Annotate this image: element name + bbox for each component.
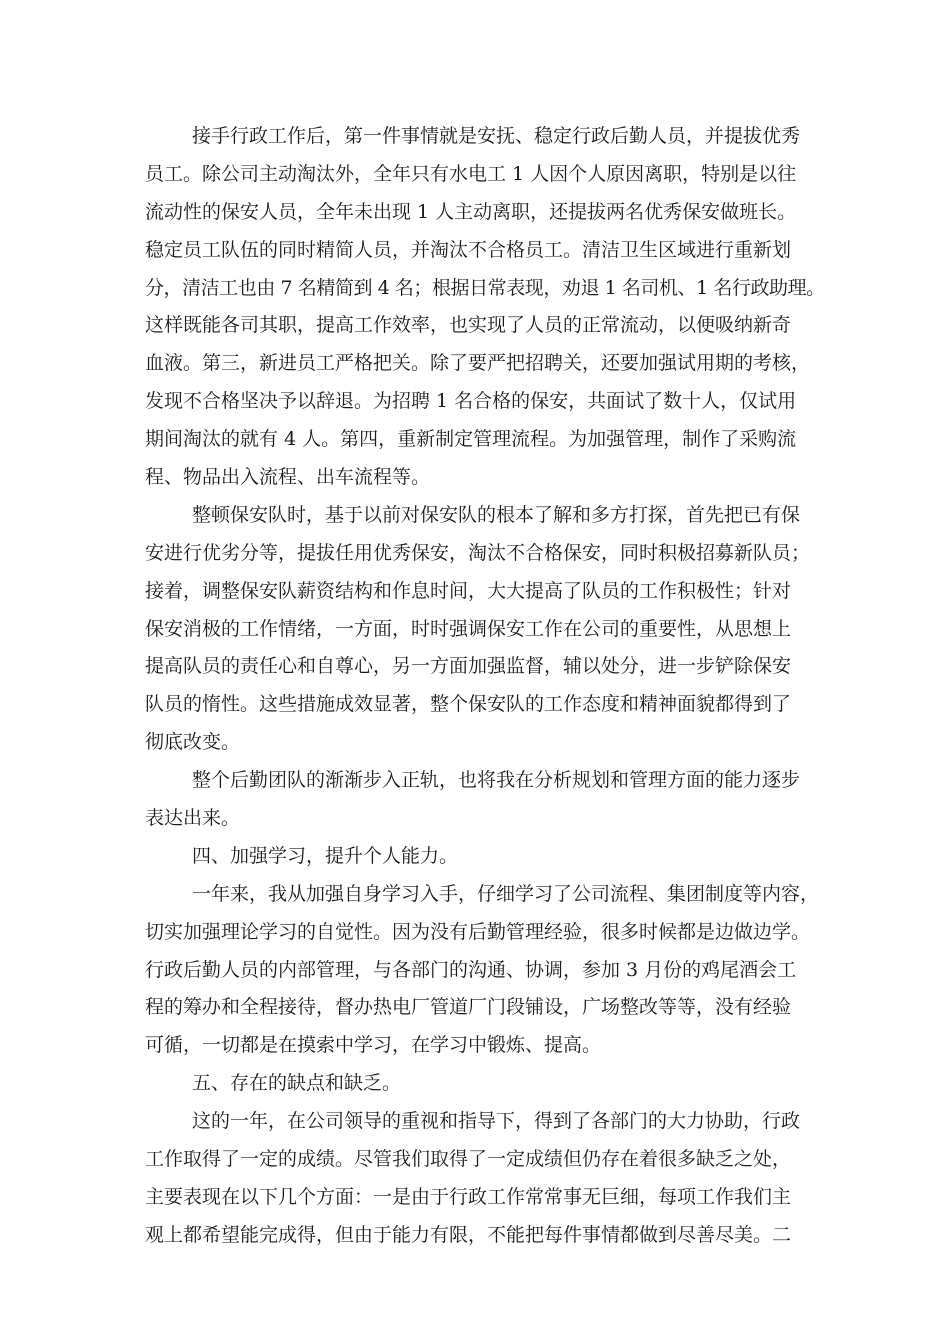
text-line: 接手行政工作后，第一件事情就是安抚、稳定行政后勤人员，并提拔优秀	[192, 125, 801, 147]
text-line: 切实加强理论学习的自觉性。因为没有后勤管理经验，很多时候都是边做边学。	[145, 920, 811, 943]
text-line: 期间淘汰的就有 4 人。第四，重新制定管理流程。为加强管理，制作了采购流	[145, 428, 797, 451]
text-line: 保安消极的工作情绪，一方面，时时强调保安工作在公司的重要性，从思想上	[145, 617, 792, 640]
text-line: 程的筹办和全程接待，督办热电厂管道厂门段铺设，广场整改等等，没有经验	[145, 996, 792, 1019]
text-line: 四、加强学习，提升个人能力。	[192, 844, 459, 867]
text-line: 观上都希望能完成得，但由于能力有限，不能把每件事情都做到尽善尽美。二	[145, 1223, 792, 1246]
text-line: 提高队员的责任心和自尊心，另一方面加强监督，辅以处分，进一步铲除保安	[145, 655, 792, 678]
text-line: 这样既能各司其职，提高工作效率，也实现了人员的正常流动，以便吸纳新奇	[145, 314, 792, 337]
text-line: 整个后勤团队的渐渐步入正轨，也将我在分析规划和管理方面的能力逐步	[192, 769, 801, 792]
text-line: 工作取得了一定的成绩。尽管我们取得了一定成绩但仍存在着很多缺乏之处，	[145, 1148, 792, 1171]
text-line: 员工。除公司主动淘汰外，全年只有水电工 1 人因个人原因离职，特别是以往	[145, 162, 797, 185]
text-line: 这的一年，在公司领导的重视和指导下，得到了各部门的大力协助，行政	[192, 1110, 801, 1133]
text-line: 五、存在的缺点和缺乏。	[192, 1072, 402, 1095]
text-line: 队员的惰性。这些措施成效显著，整个保安队的工作态度和精神面貌都得到了	[145, 693, 792, 716]
text-line: 程、物品出入流程、出车流程等。	[145, 466, 431, 489]
text-line: 主要表现在以下几个方面：一是由于行政工作常常事无巨细，每项工作我们主	[145, 1185, 792, 1208]
text-line: 发现不合格坚决予以辞退。为招聘 1 名合格的保安，共面试了数十人，仅试用	[145, 390, 797, 413]
text-line: 表达出来。	[145, 807, 241, 830]
text-line: 行政后勤人员的内部管理，与各部门的沟通、协调，参加 3 月份的鸡尾酒会工	[145, 958, 797, 981]
text-line: 血液。第三，新进员工严格把关。除了要严把招聘关，还要加强试用期的考核，	[145, 352, 811, 375]
text-line: 整顿保安队时，基于以前对保安队的根本了解和多方打探，首先把已有保	[192, 503, 801, 526]
text-line: 分，清洁工也由 7 名精简到 4 名；根据日常表现，劝退 1 名司机、1 名行政助理。	[145, 276, 825, 299]
text-line: 彻底改变。	[145, 731, 241, 754]
text-line: 可循，一切都是在摸索中学习，在学习中锻炼、提高。	[145, 1034, 602, 1057]
text-line: 稳定员工队伍的同时精简人员，并淘汰不合格员工。清洁卫生区域进行重新划	[145, 238, 792, 261]
document-body	[145, 118, 825, 1255]
text-line: 一年来，我从加强自身学习入手，仔细学习了公司流程、集团制度等内容，	[192, 882, 820, 905]
text-line: 安进行优劣分等，提拔任用优秀保安，淘汰不合格保安，同时积极招募新队员；	[145, 541, 811, 564]
text-line: 接着，调整保安队薪资结构和作息时间，大大提高了队员的工作积极性；针对	[145, 579, 792, 602]
text-line: 流动性的保安人员，全年未出现 1 人主动离职，还提拔两名优秀保安做班长。	[145, 200, 797, 223]
